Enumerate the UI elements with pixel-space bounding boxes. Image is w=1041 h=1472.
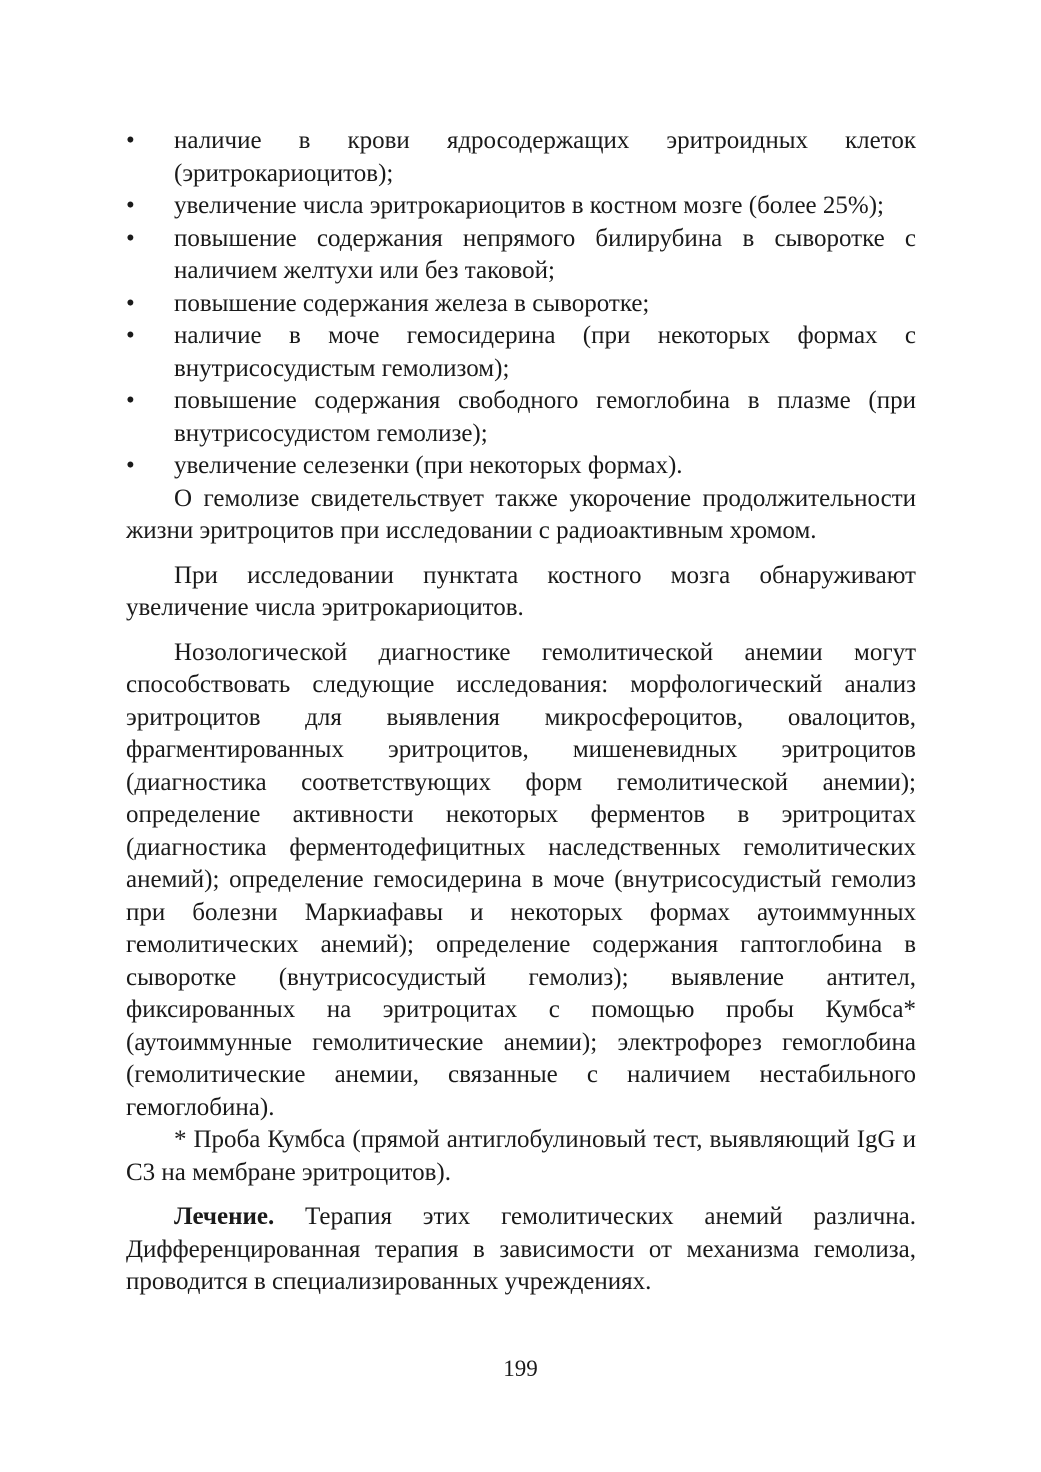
- list-item-text: наличие в крови ядросодержащих эритроидных клеток (эритрокариоцитов);: [174, 127, 916, 187]
- bullet-icon: •: [126, 322, 135, 349]
- bullet-icon: •: [126, 452, 135, 479]
- bone-marrow-paragraph: При исследовании пунктата костного мозга обнаруживают увеличение числа эритрокариоцитов.: [126, 561, 916, 621]
- page-number: 199: [503, 1356, 538, 1381]
- list-item: [126, 125, 916, 190]
- list-item-text: повышение содержания железа в сыворотке;: [174, 289, 650, 317]
- page-content: [126, 125, 916, 1299]
- bullet-icon: •: [126, 192, 135, 219]
- list-item: [126, 450, 916, 483]
- treatment-text: Терапия этих гемолитических анемий различна. Дифференцированная терапия в зависимости от механизма гемолиза, проводится в специализированных учреждениях.: [126, 1203, 916, 1295]
- list-item: [126, 223, 916, 288]
- bullet-icon: •: [126, 387, 135, 414]
- list-item-text: наличие в моче гемосидерина (при некоторых формах с внутрисосудистым гемолизом);: [174, 322, 916, 382]
- list-item-text: увеличение селезенки (при некоторых формах).: [174, 452, 683, 479]
- list-item-text: повышение содержания непрямого билирубина в сыворотке с наличием желтухи или без таковой;: [174, 224, 916, 284]
- list-item-text: увеличение числа эритрокариоцитов в костном мозге (более 25%);: [174, 192, 884, 219]
- treatment-heading: Лечение.: [174, 1203, 275, 1230]
- coombs-footnote: * Проба Кумбса (прямой антиглобулиновый тест, выявляющий IgG и C3 на мембране эритроцитов).: [126, 1126, 916, 1186]
- list-item-text: повышение содержания свободного гемоглобина в плазме (при внутрисосудистом гемолизе);: [174, 387, 916, 447]
- list-item: [126, 190, 916, 223]
- nosological-diagnostics-paragraph: Нозологической диагностике гемолитической анемии могут способствовать следующие исследования: морфологический анализ эритроцитов для выявления микросфероцитов, овалоцитов, фрагментированных эритроцитов, мишеневидных эритроцитов (диагностика соответствующих форм гемолитической анемии); определение активности некоторых ферментов в эритроцитах (диагностика ферментодефицитных наследственных гемолитических анемий); определение гемосидерина в моче (внутрисосудистый гемолиз при болезни Маркиафавы и некоторых формах аутоиммунных гемолитических анемий); определение содержания гаптоглобина в сыворотке (внутрисосудистый гемолиз); выявление антител, фиксированных на эритроцитах с помощью пробы Кумбса* (аутоиммунные гемолитические анемии); электрофорез гемоглобина (гемолитические анемии, связанные с наличием нестабильного гемоглобина).: [126, 638, 916, 1121]
- bullet-icon: •: [126, 224, 135, 252]
- diagnostic-signs-list: [126, 125, 916, 483]
- bullet-icon: •: [126, 127, 135, 154]
- list-item: [126, 385, 916, 450]
- hemolysis-paragraph: О гемолизе свидетельствует также укорочение продолжительности жизни эритроцитов при исследовании с радиоактивным хромом.: [126, 484, 916, 544]
- list-item: [126, 288, 916, 321]
- treatment-paragraph: [126, 1201, 916, 1299]
- list-item: [126, 320, 916, 385]
- bullet-icon: •: [126, 289, 135, 317]
